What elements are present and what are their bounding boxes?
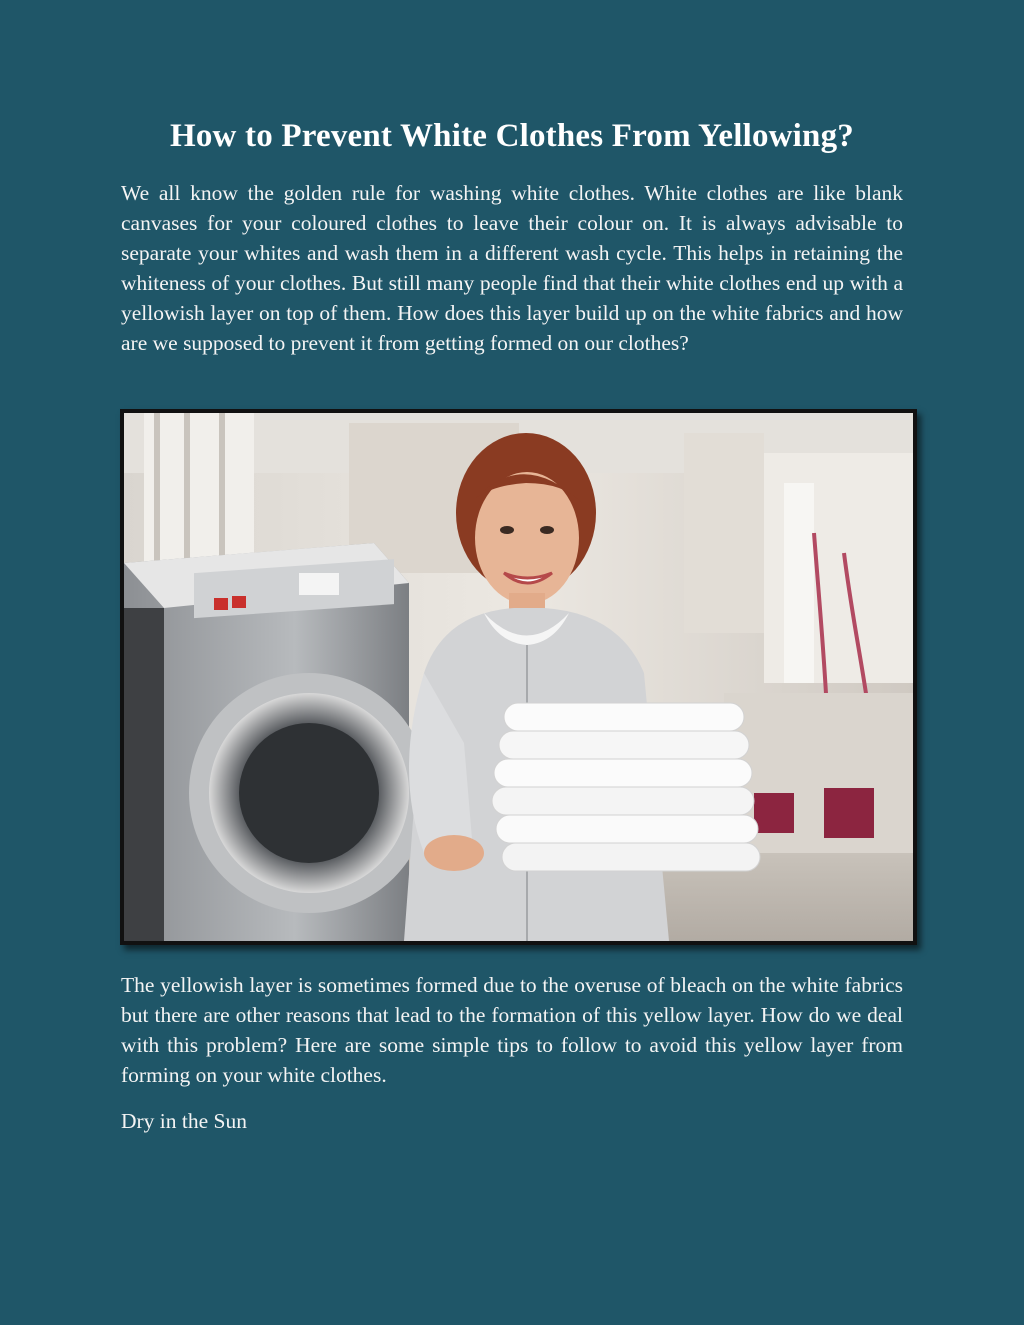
- article-title: How to Prevent White Clothes From Yellowing?: [169, 118, 854, 154]
- intro-paragraph: We all know the golden rule for washing white clothes. White clothes are like blank canvases for your coloured clothes to leave their colour on. It is always advisable to separate your whites and wash them in a different wash cycle. This helps in retaining the whiteness of your clothes. But still many people find that their white clothes end up with a yellowish layer on top of them. How does this layer build up on the white fabrics and how are we supposed to prevent it from getting formed on our clothes?: [121, 181, 903, 355]
- section-subheading: Dry in the Sun: [121, 1109, 248, 1133]
- towel-stack: [492, 703, 760, 871]
- laundry-worker-photo: [120, 409, 917, 945]
- body-paragraph: The yellowish layer is sometimes formed due to the overuse of bleach on the white fabrics but there are other reasons that lead to the formation of this yellow layer. How do we deal with this problem? Here are some simple tips to follow to avoid this yellow layer from forming on your white clothes.: [121, 973, 903, 1087]
